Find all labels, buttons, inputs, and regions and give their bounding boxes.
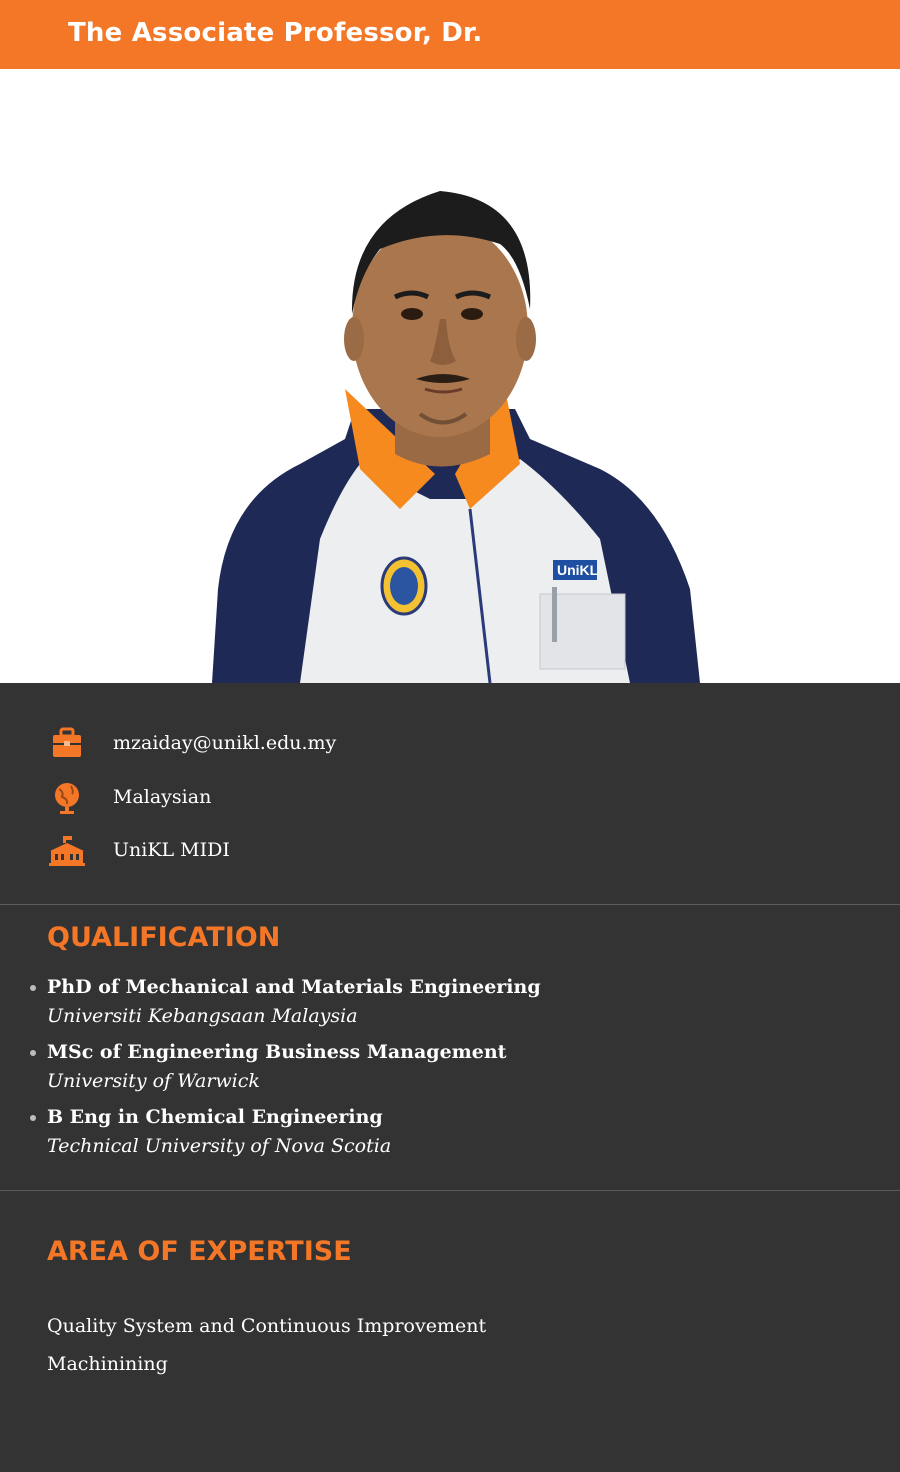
page-title: The Associate Professor, Dr.	[68, 18, 483, 48]
briefcase-icon	[48, 726, 86, 762]
expertise-item: Quality System and Continuous Improvement	[47, 1315, 487, 1337]
globe-icon	[48, 780, 86, 816]
divider	[0, 1190, 900, 1191]
person-portrait-illustration	[0, 69, 900, 683]
campus-value: UniKL MIDI	[113, 839, 230, 861]
qualification-item	[0, 976, 900, 1036]
qualification-institution: Technical University of Nova Scotia	[47, 1135, 392, 1157]
building-icon	[48, 833, 86, 869]
bullet-icon	[30, 1115, 36, 1121]
qualification-degree: B Eng in Chemical Engineering	[47, 1106, 383, 1128]
header-bar	[0, 0, 900, 69]
expertise-heading: AREA OF EXPERTISE	[47, 1236, 352, 1267]
nationality-value: Malaysian	[113, 786, 212, 808]
nationality-row	[0, 780, 900, 820]
bullet-icon	[30, 985, 36, 991]
email-row	[0, 726, 900, 766]
email-value[interactable]: mzaiday@unikl.edu.my	[113, 732, 337, 754]
qualification-item	[0, 1106, 900, 1166]
qualification-institution: Universiti Kebangsaan Malaysia	[47, 1005, 358, 1027]
bullet-icon	[30, 1050, 36, 1056]
qualification-heading: QUALIFICATION	[47, 922, 281, 953]
qualification-item	[0, 1041, 900, 1101]
unikl-badge: UniKL	[553, 560, 597, 580]
qualification-institution: University of Warwick	[47, 1070, 260, 1092]
expertise-item: Machinining	[47, 1353, 168, 1375]
qualification-degree: PhD of Mechanical and Materials Engineering	[47, 976, 541, 998]
profile-photo	[0, 69, 900, 683]
divider	[0, 904, 900, 905]
campus-row	[0, 833, 900, 873]
qualification-degree: MSc of Engineering Business Management	[47, 1041, 507, 1063]
